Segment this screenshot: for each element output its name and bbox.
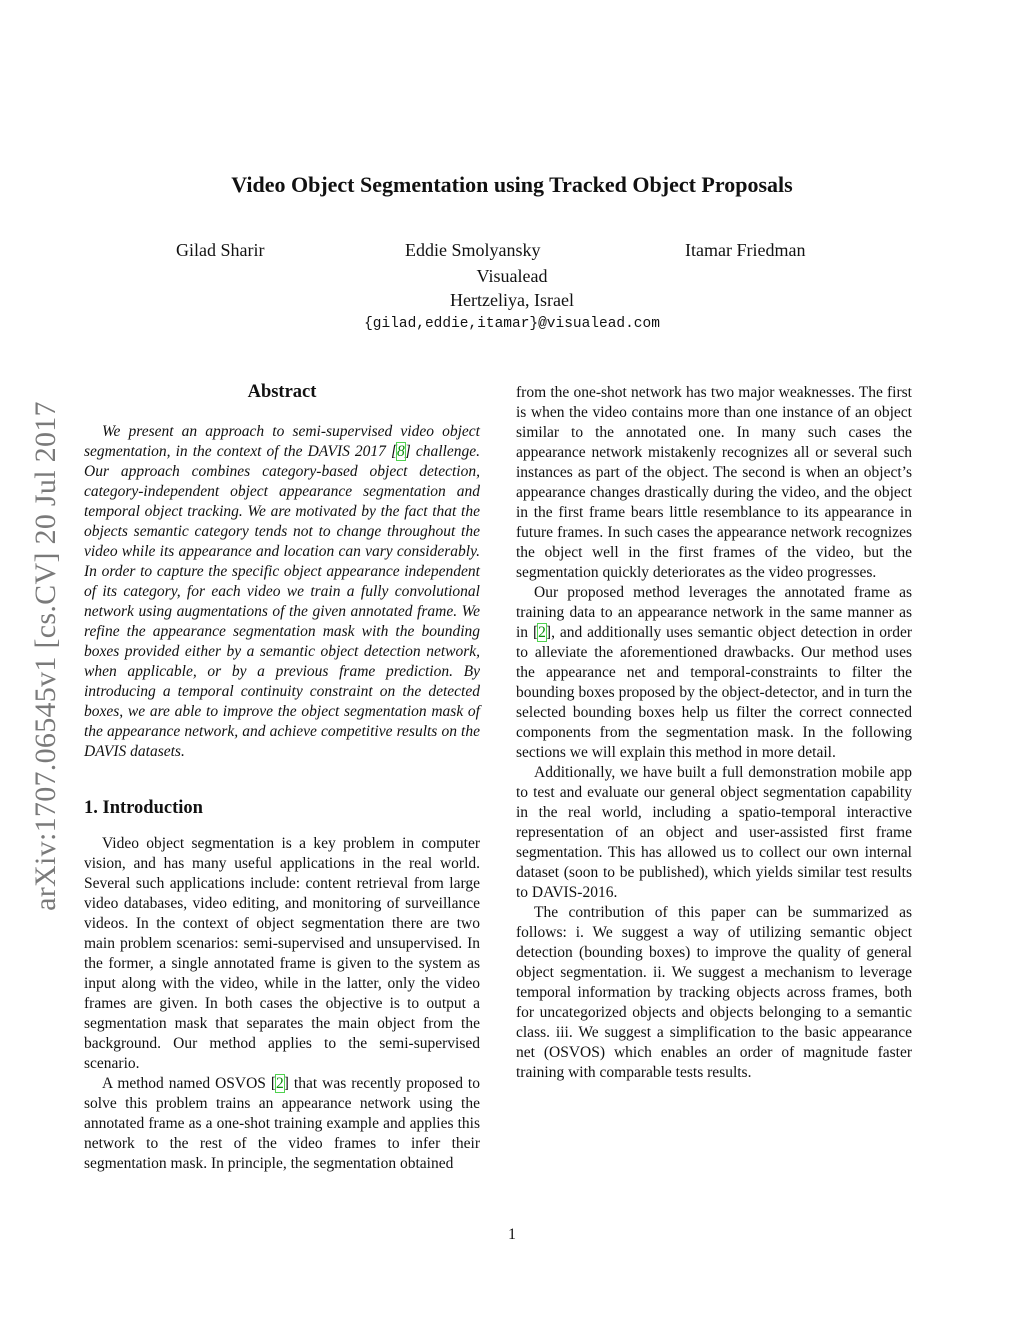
author-1: Gilad Sharir (176, 240, 265, 260)
affiliation: Visualead (476, 266, 548, 286)
citation-link[interactable]: 8 (397, 443, 405, 460)
author-3: Itamar Friedman (685, 240, 806, 260)
page-number: 1 (508, 1226, 516, 1243)
right-column (516, 383, 912, 1083)
email: {gilad,eddie,itamar}@visualead.com (364, 316, 660, 332)
intro-paragraph-3: Our proposed method leverages the annotated frame as training data to an appearance network in the same manner as in [2], and additionally uses semantic object detection in order to alleviate the aforementioned drawbacks. Our method uses the appearance net and temporal-constraints to filter the bounding boxes proposed by the object-detector, and in turn the selected bounding boxes help us filter the correct connected components from the segmentation mask. In the following sections we will explain this method in more detail. (516, 584, 913, 761)
arxiv-stamp (26, 366, 66, 946)
paper-title: Video Object Segmentation using Tracked Object Proposals (231, 172, 793, 197)
arxiv-id: arXiv:1707.06545v1 [cs.CV] 20 Jul 2017 (29, 401, 63, 911)
intro-paragraph-2-continued: from the one-shot network has two major weaknesses. The first is when the video contains more than one instance of an object similar to the annotated one. In many such cases the appearance network mistakenly recognizes all or several such instances as part of the object. The second is when an object’s appearance changes drastically during the video, and the object in the first frame bears little resemblance to its appearance in future frames. In such cases the appearance network recognizes the object well in the first frames of the video, but the segmentation quickly deteriorates as the video progresses. (516, 384, 912, 581)
citation-link[interactable]: 2 (538, 624, 546, 641)
left-column (84, 380, 480, 1174)
author-2: Eddie Smolyansky (405, 240, 541, 260)
abstract-heading: Abstract (247, 382, 317, 402)
intro-paragraph-1: Video object segmentation is a key problem in computer vision, and has many useful applications in the real world. Several such applications include: content retrieval from large video databases, video editing, and monitoring of surveillance videos. In the context of object segmentation there are two main problem scenarios: semi-supervised and unsupervised. In the former, a single annotated frame is given to the system as input along with the video, while in the latter, only the video frames are given. In both cases the objective is to output a segmentation mask that separates the main object from the background. Our method applies to the semi-supervised scenario. (84, 835, 480, 1072)
abstract-text: We present an approach to semi-supervised video object segmentation, in the context of the DAVIS 2017 [8] challenge. Our approach combines category-based object detection, category-independent object appearance segmentation and temporal object tracking. We are motivated by the fact that the objects semantic category tends not to change throughout the video while its appearance and location can vary considerably. In order to capture the specific object appearance independent of its category, for each video we train a fully convolutional network using augmentations of the given annotated frame. We refine the appearance segmentation mask with the bounding boxes provided either by a semantic object detection network, when applicable, or by a previous frame prediction. By introducing a temporal continuity constraint on the detected boxes, we are able to improve the object segmentation mask of the appearance network, and achieve competitive results on the DAVIS datasets. (84, 423, 480, 760)
intro-paragraph-4: Additionally, we have built a full demonstration mobile app to test and evaluate our general object segmentation capability in the real world, including a spatio-temporal interactive representation of an object and user-assisted first frame segmentation. This has allowed us to collect our own internal dataset (soon to be published), which yields similar test results to DAVIS-2016. (516, 764, 912, 901)
intro-paragraph-2: A method named OSVOS [2] that was recently proposed to solve this problem trains an appearance network using the annotated frame as a one-shot training example and applies this network to the rest of the video frames to infer their segmentation mask. In principle, the segmentation obtained (84, 1075, 480, 1172)
intro-paragraph-5: The contribution of this paper can be summarized as follows: i. We suggest a way of utilizing semantic object detection (bounding boxes) to improve the quality of general object segmentation. ii. We suggest a mechanism to leverage temporal information by tracking objects across frames, both for uncategorized objects and objects belonging to a semantic class. iii. We suggest a simplification to the basic appearance net (OSVOS) which enables an order of magnitude faster training with comparable tests results. (516, 904, 912, 1081)
citation-link[interactable]: 2 (276, 1075, 284, 1092)
affiliation-block (0, 264, 1024, 336)
location: Hertzeliya, Israel (450, 290, 574, 310)
section-heading-introduction: 1. Introduction (84, 798, 203, 818)
